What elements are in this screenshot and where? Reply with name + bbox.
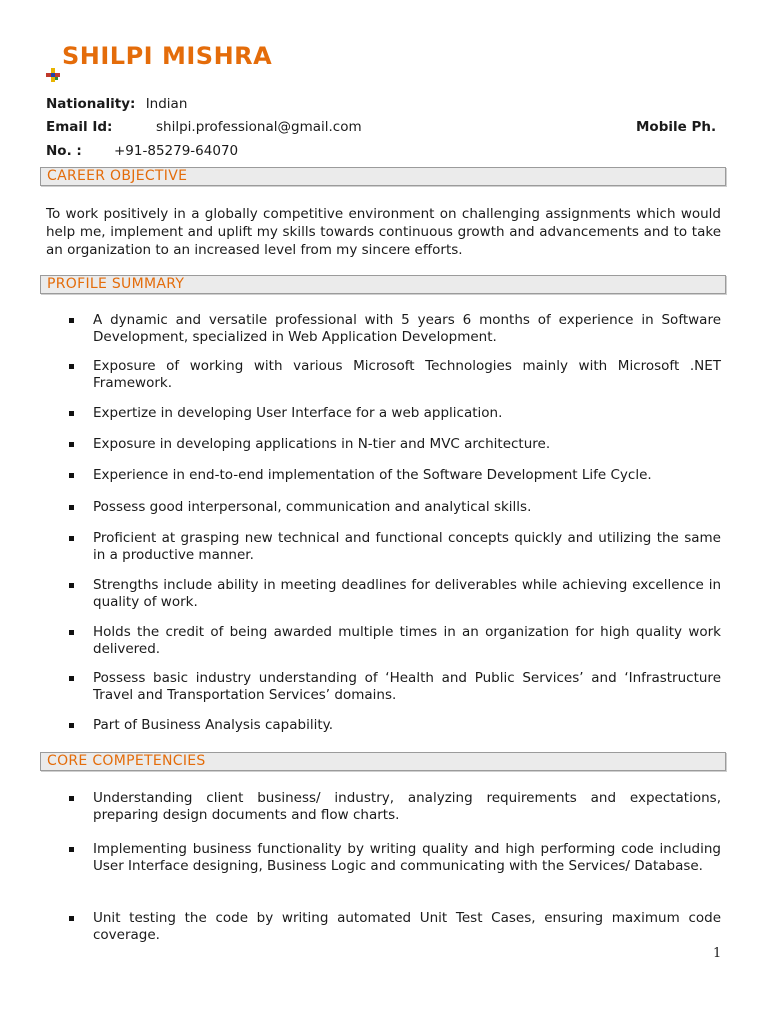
square-bullet-icon — [69, 583, 74, 588]
list-item — [93, 499, 721, 516]
list-item — [93, 670, 721, 704]
section-title: PROFILE SUMMARY — [47, 276, 185, 292]
square-bullet-icon — [69, 411, 74, 416]
section-header-career-objective — [40, 167, 726, 186]
list-item — [93, 358, 721, 392]
candidate-name: SHILPI MISHRA — [62, 42, 273, 70]
nationality-line — [46, 96, 187, 112]
list-item-text: A dynamic and versatile professional with 5 years 6 months of experience in Software Development, specialized in Web Application Development. — [93, 312, 721, 345]
list-item-text: Possess good interpersonal, communication and analytical skills. — [93, 499, 532, 515]
section-title: CAREER OBJECTIVE — [47, 168, 188, 184]
list-item — [93, 717, 721, 734]
list-item — [93, 312, 721, 346]
list-item-text: Experience in end-to-end implementation of the Software Development Life Cycle. — [93, 467, 652, 483]
list-item-text: Exposure of working with various Microsoft Technologies mainly with Microsoft .NET Framework. — [93, 358, 721, 391]
phone-line — [46, 143, 82, 159]
colored-cross-logo-icon — [46, 68, 60, 82]
list-item-text: Part of Business Analysis capability. — [93, 717, 333, 733]
list-item-text: Understanding client business/ industry, analyzing requirements and expectations, preparing design documents and flow charts. — [93, 790, 721, 823]
square-bullet-icon — [69, 442, 74, 447]
square-bullet-icon — [69, 847, 74, 852]
square-bullet-icon — [69, 630, 74, 635]
phone-label: No. : — [46, 143, 82, 159]
list-item — [93, 841, 721, 875]
section-title: CORE COMPETENCIES — [47, 753, 206, 769]
square-bullet-icon — [69, 796, 74, 801]
list-item — [93, 910, 721, 944]
list-item-text: Exposure in developing applications in N-tier and MVC architecture. — [93, 436, 551, 452]
square-bullet-icon — [69, 473, 74, 478]
square-bullet-icon — [69, 916, 74, 921]
list-item-text: Holds the credit of being awarded multiple times in an organization for high quality work delivered. — [93, 624, 721, 657]
list-item — [93, 436, 721, 453]
email-value[interactable]: shilpi.professional@gmail.com — [156, 119, 362, 135]
list-item-text: Unit testing the code by writing automated Unit Test Cases, ensuring maximum code coverage. — [93, 910, 721, 943]
list-item-text: Implementing business functionality by writing quality and high performing code including User Interface designing, Business Logic and communicating with the Services/ Database. — [93, 841, 721, 874]
square-bullet-icon — [69, 723, 74, 728]
list-item-text: Possess basic industry understanding of ‘Health and Public Services’ and ‘Infrastructure Travel and Transportation Services’ domains. — [93, 670, 721, 703]
mobile-label: Mobile Ph. — [636, 119, 717, 135]
list-item — [93, 577, 721, 611]
nationality-label: Nationality: — [46, 96, 136, 112]
square-bullet-icon — [69, 676, 74, 681]
email-label: Email Id: — [46, 119, 113, 135]
page-number: 1 — [713, 946, 722, 961]
phone-value: +91-85279-64070 — [114, 143, 239, 159]
nationality-value: Indian — [145, 96, 188, 112]
list-item — [93, 467, 721, 484]
list-item — [93, 530, 721, 564]
square-bullet-icon — [69, 505, 74, 510]
square-bullet-icon — [69, 536, 74, 541]
list-item — [93, 405, 721, 422]
square-bullet-icon — [69, 318, 74, 323]
square-bullet-icon — [69, 364, 74, 369]
email-line — [46, 119, 112, 135]
list-item-text: Proficient at grasping new technical and functional concepts quickly and utilizing the same in a productive manner. — [93, 530, 721, 563]
section-header-profile-summary — [40, 275, 726, 294]
list-item — [93, 790, 721, 824]
section-header-core-competencies — [40, 752, 726, 771]
career-objective-text: To work positively in a globally competitive environment on challenging assignments which would help me, implement and uplift my skills towards continuous growth and advancements and to take an organization to an increased level from my sincere efforts. — [46, 206, 721, 258]
list-item — [93, 624, 721, 658]
list-item-text: Expertize in developing User Interface for a web application. — [93, 405, 503, 421]
list-item-text: Strengths include ability in meeting deadlines for deliverables while achieving excellence in quality of work. — [93, 577, 721, 610]
